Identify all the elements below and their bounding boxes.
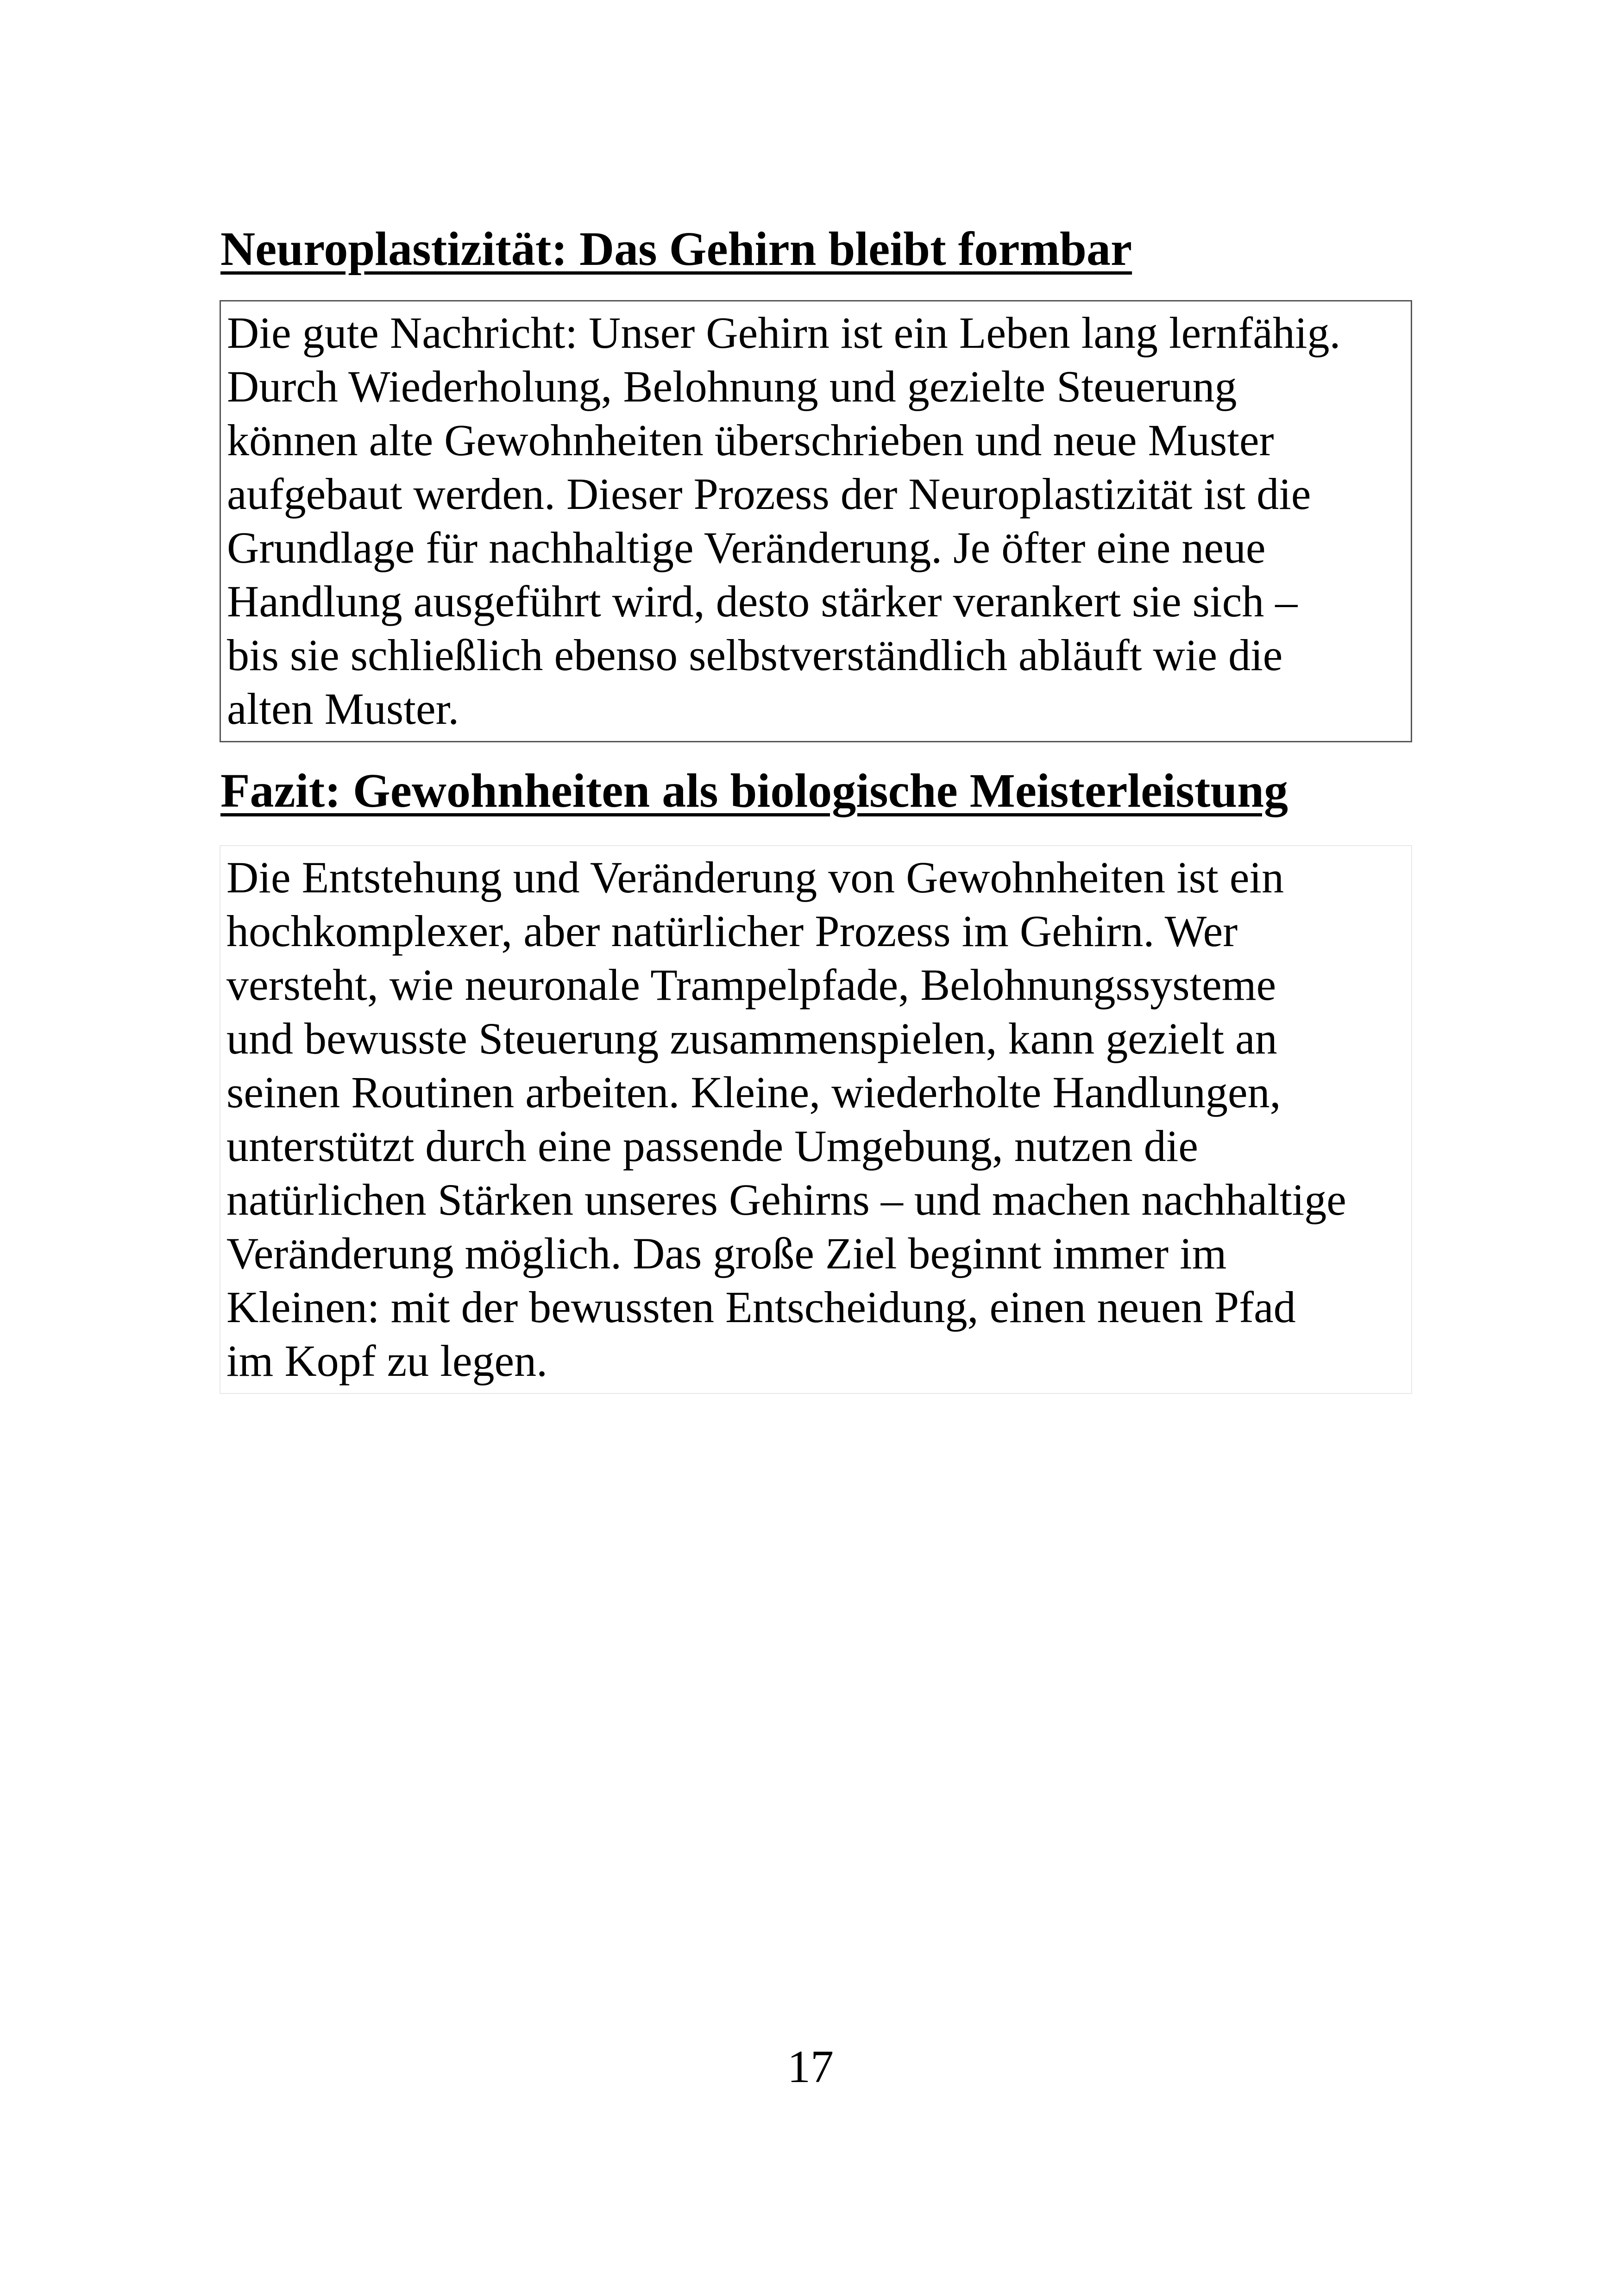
paragraph-line: Durch Wiederholung, Belohnung und gezielte Steuerung — [227, 362, 1237, 411]
paragraph-line: Grundlage für nachhaltige Veränderung. Je öfter eine neue — [227, 523, 1266, 572]
paragraph-line: können alte Gewohnheiten überschrieben und neue Muster — [227, 415, 1274, 465]
section-heading-neuroplasticity: Neuroplastizität: Das Gehirn bleibt formbar — [220, 222, 1132, 276]
paragraph-line: natürlichen Stärken unseres Gehirns – und machen nachhaltige — [226, 1175, 1346, 1224]
paragraph-line: alten Muster. — [227, 684, 459, 734]
paragraph-line: Die Entstehung und Veränderung von Gewohnheiten ist ein — [226, 853, 1284, 902]
paragraph-line: Kleinen: mit der bewussten Entscheidung, einen neuen Pfad — [226, 1282, 1296, 1332]
paragraph-line: Handlung ausgeführt wird, desto stärker verankert sie sich – — [227, 577, 1298, 626]
paragraph-line: bis sie schließlich ebenso selbstverständlich abläuft wie die — [227, 630, 1283, 680]
paragraph-line: und bewusste Steuerung zusammenspielen, kann gezielt an — [226, 1014, 1277, 1063]
text-box-neuroplasticity — [220, 300, 1412, 742]
text-box-conclusion — [220, 845, 1412, 1394]
paragraph-line: hochkomplexer, aber natürlicher Prozess im Gehirn. Wer — [226, 906, 1238, 956]
paragraph-line: aufgebaut werden. Dieser Prozess der Neuroplastizität ist die — [227, 469, 1311, 519]
paragraph-line: versteht, wie neuronale Trampelpfade, Belohnungssysteme — [226, 960, 1276, 1010]
paragraph-line: unterstützt durch eine passende Umgebung, nutzen die — [226, 1121, 1199, 1171]
page-number: 17 — [787, 2041, 834, 2092]
paragraph-line: im Kopf zu legen. — [226, 1336, 548, 1386]
paragraph-line: Veränderung möglich. Das große Ziel beginnt immer im — [226, 1229, 1227, 1278]
paragraph-line: Die gute Nachricht: Unser Gehirn ist ein Leben lang lernfähig. — [227, 308, 1341, 358]
paragraph-line: seinen Routinen arbeiten. Kleine, wiederholte Handlungen, — [226, 1067, 1281, 1117]
section-heading-conclusion: Fazit: Gewohnheiten als biologische Meisterleistung — [220, 764, 1288, 817]
